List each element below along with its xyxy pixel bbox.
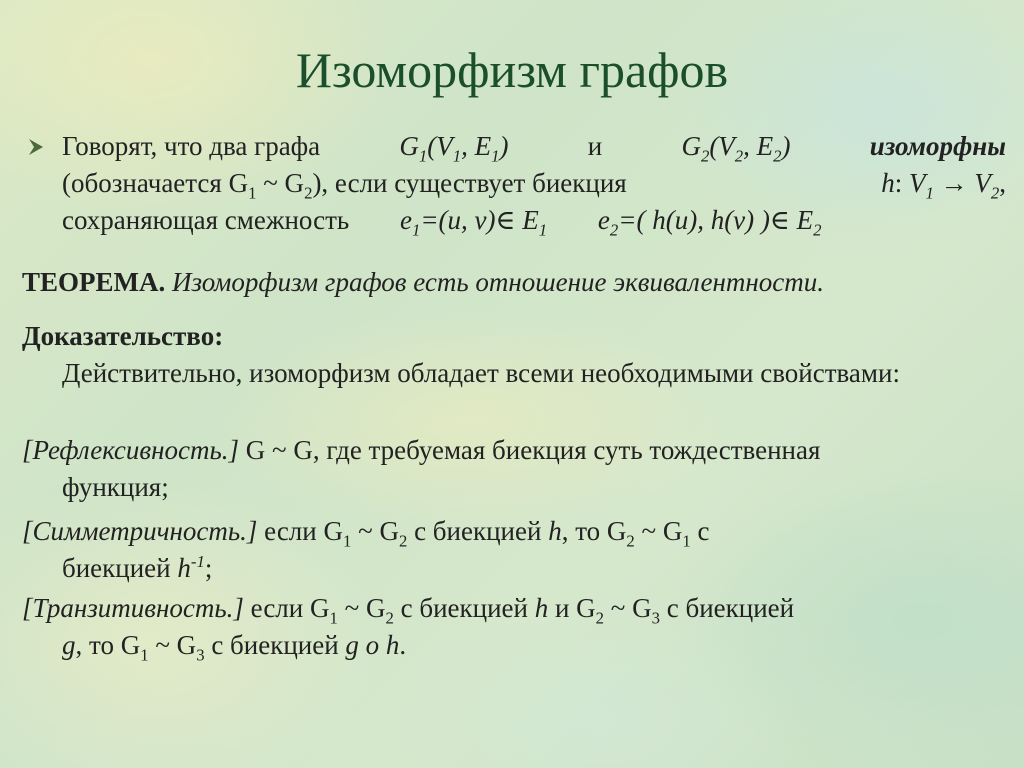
property-transitive: [Транзитивность.] если $G_1$ ~ $G_2$ с биекцией h и $G_2$ ~ $G_3$ с биекцией g, то $G_1$ ~ $G_3$ с биекцией g o h. bbox=[22, 593, 795, 665]
bijection-map: h: $V_1 \to V_2$, bbox=[881, 168, 1006, 203]
arrowhead-bullet-icon bbox=[26, 137, 46, 157]
definition-line-1 bbox=[62, 128, 1006, 165]
definition-intro: Говорят, что два графа bbox=[62, 131, 321, 161]
proof-heading: Доказательство: bbox=[22, 321, 224, 351]
property-name-reflexive: [Рефлексивность.] bbox=[22, 435, 239, 465]
property-name-transitive: [Транзитивность.] bbox=[22, 593, 244, 623]
graph-g1: $G_1(V_1$, $E_1$) bbox=[399, 131, 509, 166]
preserving-text: сохраняющая смежность bbox=[62, 205, 350, 235]
notation-text: (обозначается $G_1$ ~ $G_2$), если существует биекция bbox=[62, 168, 627, 203]
definition-line-3 bbox=[62, 202, 1006, 239]
edge-e1: $e_1=(u$, v)∈ $E_1$ bbox=[399, 205, 548, 240]
definition-line-2 bbox=[62, 165, 1006, 202]
theorem-statement bbox=[22, 264, 1012, 301]
slide-title: Изоморфизм графов bbox=[295, 42, 729, 98]
isomorphic-term: изоморфны bbox=[869, 131, 1006, 161]
graph-g2: $G_2(V_2$, $E_2$) bbox=[681, 131, 791, 166]
definition-paragraph bbox=[62, 128, 1006, 239]
proof-intro: Действительно, изоморфизм обладает всеми необходимыми свойствами: bbox=[62, 358, 900, 388]
property-reflexive: [Рефлексивность.] G ~ G, где требуемая биекция суть тождественная функция; bbox=[22, 435, 821, 502]
edge-e2: $e_2=$( h(u), h(v) )∈ $E_2$ bbox=[597, 205, 822, 240]
property-symmetric: [Симметричность.] если $G_1$ ~ $G_2$ с биекцией h, то $G_2$ ~ $G_1$ с биекцией $h^{-1}$; bbox=[22, 516, 710, 583]
property-name-symmetric: [Симметричность.] bbox=[22, 516, 258, 546]
theorem-label: ТЕОРЕМА. bbox=[22, 267, 166, 297]
and-word: и bbox=[587, 131, 603, 161]
theorem-text: Изоморфизм графов есть отношение эквивалентности. bbox=[172, 267, 824, 297]
